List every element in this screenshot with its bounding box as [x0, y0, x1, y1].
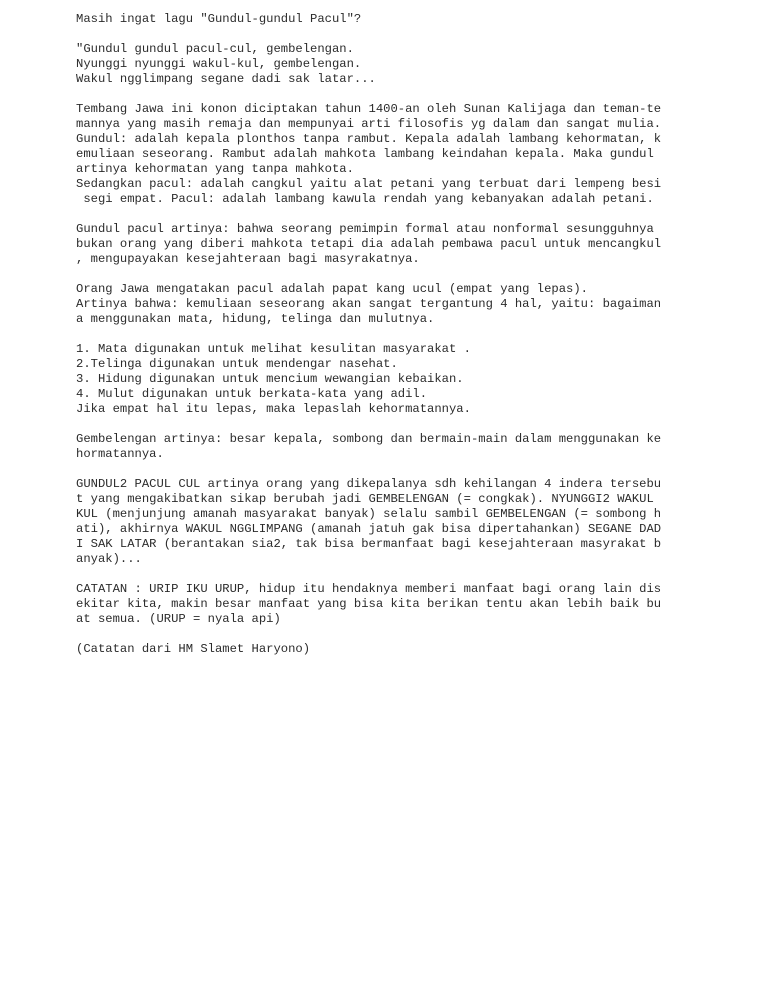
- document-line: emuliaan seseorang. Rambut adalah mahkota lambang keindahan kepala. Maka gundul: [76, 147, 654, 161]
- document-line: Gundul pacul artinya: bahwa seorang pemimpin formal atau nonformal sesungguhnya: [76, 222, 654, 236]
- list-item: 4. Mulut digunakan untuk berkata-kata yang adil.: [76, 387, 428, 401]
- document-line: (Catatan dari HM Slamet Haryono): [76, 642, 311, 656]
- document-line: Artinya bahwa: kemuliaan seseorang akan sangat tergantung 4 hal, yaitu: bagaiman: [76, 297, 662, 311]
- document-line: anyak)...: [76, 552, 142, 566]
- document-line: GUNDUL2 PACUL CUL artinya orang yang dikepalanya sdh kehilangan 4 indera tersebu: [76, 477, 662, 491]
- document-line: ekitar kita, makin besar manfaat yang bisa kita berikan tentu akan lebih baik bu: [76, 597, 662, 611]
- document-line: ati), akhirnya WAKUL NGGLIMPANG (amanah jatuh gak bisa dipertahankan) SEGANE DAD: [76, 522, 662, 536]
- document-line: Masih ingat lagu "Gundul-gundul Pacul"?: [76, 12, 362, 26]
- document-line: Tembang Jawa ini konon diciptakan tahun 1400-an oleh Sunan Kalijaga dan teman-te: [76, 102, 662, 116]
- document-line: bukan orang yang diberi mahkota tetapi dia adalah pembawa pacul untuk mencangkul: [76, 237, 662, 251]
- blank-line: [76, 462, 676, 477]
- document-line: Orang Jawa mengatakan pacul adalah papat kang ucul (empat yang lepas).: [76, 282, 588, 296]
- blank-line: [76, 267, 676, 282]
- document-line: segi empat. Pacul: adalah lambang kawula rendah yang kebanyakan adalah petani.: [76, 192, 654, 206]
- blank-line: [76, 87, 676, 102]
- blank-line: [76, 27, 676, 42]
- document-line: a menggunakan mata, hidung, telinga dan mulutnya.: [76, 312, 435, 326]
- blank-line: [76, 207, 676, 222]
- document-line: mannya yang masih remaja dan mempunyai arti filosofis yg dalam dan sangat mulia.: [76, 117, 662, 131]
- document-line: Jika empat hal itu lepas, maka lepaslah kehormatannya.: [76, 402, 471, 416]
- document-line: I SAK LATAR (berantakan sia2, tak bisa bermanfaat bagi kesejahteraan masyrakat b: [76, 537, 662, 551]
- blank-line: [76, 417, 676, 432]
- document-line: KUL (menjunjung amanah masyarakat banyak) selalu sambil GEMBELENGAN (= sombong h: [76, 507, 662, 521]
- document-line: Wakul ngglimpang segane dadi sak latar...: [76, 72, 376, 86]
- list-item: 1. Mata digunakan untuk melihat kesulitan masyarakat .: [76, 342, 471, 356]
- document-line: Gembelengan artinya: besar kepala, sombong dan bermain-main dalam menggunakan ke: [76, 432, 662, 446]
- document-line: Sedangkan pacul: adalah cangkul yaitu alat petani yang terbuat dari lempeng besi: [76, 177, 662, 191]
- document-line: , mengupayakan kesejahteraan bagi masyrakatnya.: [76, 252, 420, 266]
- document-line: Gundul: adalah kepala plonthos tanpa rambut. Kepala adalah lambang kehormatan, k: [76, 132, 662, 146]
- document-line: artinya kehormatan yang tanpa mahkota.: [76, 162, 354, 176]
- document-line: hormatannya.: [76, 447, 164, 461]
- document-line: t yang mengakibatkan sikap berubah jadi GEMBELENGAN (= congkak). NYUNGGI2 WAKUL: [76, 492, 654, 506]
- document-line: "Gundul gundul pacul-cul, gembelengan.: [76, 42, 354, 56]
- list-item: 2.Telinga digunakan untuk mendengar nasehat.: [76, 357, 398, 371]
- list-item: 3. Hidung digunakan untuk mencium wewangian kebaikan.: [76, 372, 464, 386]
- document-page: [76, 12, 676, 657]
- document-line: Nyunggi nyunggi wakul-kul, gembelengan.: [76, 57, 362, 71]
- blank-line: [76, 327, 676, 342]
- document-line: at semua. (URUP = nyala api): [76, 612, 281, 626]
- blank-line: [76, 627, 676, 642]
- blank-line: [76, 567, 676, 582]
- document-line: CATATAN : URIP IKU URUP, hidup itu hendaknya memberi manfaat bagi orang lain dis: [76, 582, 662, 596]
